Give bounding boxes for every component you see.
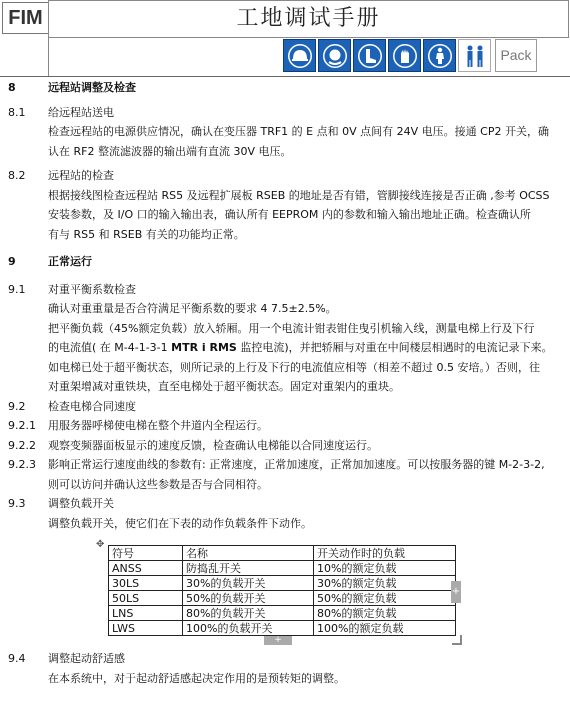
- table-cell: 80%的负载开关: [183, 606, 314, 621]
- text-line: 根据接线图检查远程站 RS5 及远程扩展板 RSEB 的地址是否有错，管脚接线连接是否正确 ,参考 OCSS: [48, 188, 550, 202]
- section-title: 调整起动舒适感: [48, 652, 125, 665]
- safety-icons: [283, 39, 537, 73]
- mtr-irms-label: MTR i RMS: [171, 341, 237, 354]
- paragraph-line: [0, 338, 570, 358]
- text-line: 安装参数，及 I/O 口的输入输出表，确认所有 EEPROM 内的参数和输入输出地址正确。检查确认所: [48, 208, 531, 221]
- header-rule: [0, 76, 570, 77]
- move-handle-icon[interactable]: ✥: [96, 539, 105, 550]
- table-cell: LWS: [109, 621, 183, 636]
- section-title: 调整负载开关: [48, 497, 114, 510]
- text-line: 用服务器呼梯使电梯在整个井道内全程运行。: [48, 419, 268, 432]
- text-line: [48, 338, 553, 358]
- fim-logo: FIM: [2, 2, 49, 34]
- text-line: 观察变频器面板显示的速度反馈，检查确认电梯能以合同速度运行。: [48, 438, 378, 452]
- section-number: 9.4: [8, 652, 26, 665]
- section-number: 9.3: [8, 497, 26, 510]
- text-line: 把平衡负载（45%额定负载）放入轿厢。用一个电流计钳表钳住曳引机输入线，测量电梯上行及下行: [48, 321, 535, 335]
- paragraph-line: [0, 319, 570, 339]
- text-line: 影响正常运行速度曲线的参数有: 正常速度，正常加速度，正常加加速度。可以按服务器的键 M-2-3-2,: [48, 458, 545, 471]
- table-row: [109, 606, 456, 621]
- section-9-1-heading: [0, 280, 570, 300]
- table-cell: 100%的额定负载: [314, 621, 456, 636]
- table-cell: 30%的额定负载: [314, 576, 456, 591]
- section-title: 正常运行: [48, 255, 92, 268]
- text-fragment: 的电流值( 在 M-4-1-3-1: [48, 341, 172, 354]
- table-cell: 100%的负载开关: [183, 621, 314, 636]
- text-line: 认在 RF2 整流滤波器的输出端有直流 30V 电压。: [48, 144, 292, 158]
- text-line: 有与 RS5 和 RSEB 有关的功能均正常。: [48, 227, 245, 241]
- table-header-cell: 开关动作时的负载: [314, 546, 456, 561]
- safety-boots-icon: [353, 39, 386, 72]
- load-switch-table-wrapper: [0, 533, 570, 649]
- document-body: [0, 78, 570, 688]
- section-number: 9.2.3: [8, 458, 36, 471]
- table-cell: 50%的额定负载: [314, 591, 456, 606]
- section-9-3-heading: [0, 494, 570, 514]
- paragraph-line: [0, 142, 570, 162]
- worker-icon: [423, 39, 456, 72]
- paragraph-line: [0, 225, 570, 245]
- section-number: 9: [8, 255, 16, 268]
- add-column-button[interactable]: +: [451, 581, 461, 603]
- paragraph-line: [0, 122, 570, 142]
- section-9-2-3: [0, 455, 570, 475]
- text-fragment: 监控电流)，并把轿厢与对重在中间楼层相遇时的电流记录下来。: [236, 341, 553, 354]
- paragraph-line: [0, 377, 570, 397]
- text-line: 如电梯已处于超平衡状态，则所记录的上行及下行的电流值应相等（相差不超过 0.5 安培。）否则，往: [48, 360, 540, 374]
- section-number: 8: [8, 81, 16, 94]
- table-cell: 防捣乱开关: [183, 561, 314, 576]
- table-cell: 10%的额定负载: [314, 561, 456, 576]
- text-line: 调整负载开关，使它们在下表的动作负载条件下动作。: [48, 516, 312, 530]
- section-9-2-heading: [0, 397, 570, 417]
- load-switch-table: [108, 545, 456, 636]
- safety-helmet-icon: [283, 39, 316, 72]
- table-row: [109, 621, 456, 636]
- section-number: 9.2.1: [8, 419, 36, 432]
- table-row: [109, 591, 456, 606]
- section-title: 远程站调整及检查: [48, 81, 136, 94]
- section-number: 8.1: [8, 105, 26, 119]
- paragraph-line: [0, 205, 570, 225]
- text-line: 确认对重重量是否合符满足平衡系数的要求 4 7.5±2.5%。: [48, 302, 337, 315]
- hard-hat-icon: [318, 39, 351, 72]
- page-header: [0, 0, 570, 76]
- text-line: 对重架增减对重铁块，直至电梯处于超平衡状态。固定对重架内的重块。: [48, 380, 400, 393]
- section-title: 对重平衡系数检查: [48, 282, 136, 296]
- section-number: 9.1: [8, 282, 26, 296]
- section-number: 9.2.2: [8, 438, 36, 452]
- two-person-icon: [458, 39, 491, 72]
- section-number: 8.2: [8, 169, 26, 182]
- table-cell: 80%的额定负载: [314, 606, 456, 621]
- paragraph-line: [0, 514, 570, 534]
- table-row: [109, 576, 456, 591]
- section-9-heading: [0, 252, 570, 272]
- table-header-row: [109, 546, 456, 561]
- table-cell: 30LS: [109, 576, 183, 591]
- section-8-1-heading: [0, 103, 570, 123]
- section-title: 远程站的检查: [48, 169, 114, 182]
- table-row: [109, 561, 456, 576]
- add-row-button[interactable]: +: [264, 636, 292, 645]
- paragraph-line: [0, 669, 570, 689]
- paragraph-line: [0, 358, 570, 378]
- table-cell: 30%的负载开关: [183, 576, 314, 591]
- section-title: 给远程站送电: [48, 105, 114, 119]
- section-8-2-heading: [0, 166, 570, 186]
- table-resize-handle[interactable]: [452, 635, 462, 645]
- text-line: 则可以访问并确认这些参数是否与合同相符。: [48, 477, 268, 491]
- pack-label: Pack: [495, 39, 537, 72]
- table-header-cell: 符号: [109, 546, 183, 561]
- paragraph-line: [0, 299, 570, 319]
- section-number: 9.2: [8, 399, 26, 413]
- section-title: 检查电梯合同速度: [48, 399, 136, 413]
- table-cell: LNS: [109, 606, 183, 621]
- table-cell: 50LS: [109, 591, 183, 606]
- paragraph-line: [0, 475, 570, 495]
- page-title: 工地调试手册: [49, 0, 569, 38]
- section-8-heading: [0, 78, 570, 98]
- table-header-cell: 名称: [183, 546, 314, 561]
- table-cell: ANSS: [109, 561, 183, 576]
- section-9-2-1: [0, 416, 570, 436]
- text-line: 检查远程站的电源供应情况，确认在变压器 TRF1 的 E 点和 0V 点间有 24V 电压。接通 CP2 开关，确: [48, 125, 549, 138]
- table-cell: 50%的负载开关: [183, 591, 314, 606]
- section-9-2-2: [0, 436, 570, 456]
- section-9-4-heading: [0, 649, 570, 669]
- paragraph-line: [0, 186, 570, 206]
- text-line: 在本系统中，对于起动舒适感起决定作用的是预转矩的调整。: [48, 671, 345, 685]
- gloves-icon: [388, 39, 421, 72]
